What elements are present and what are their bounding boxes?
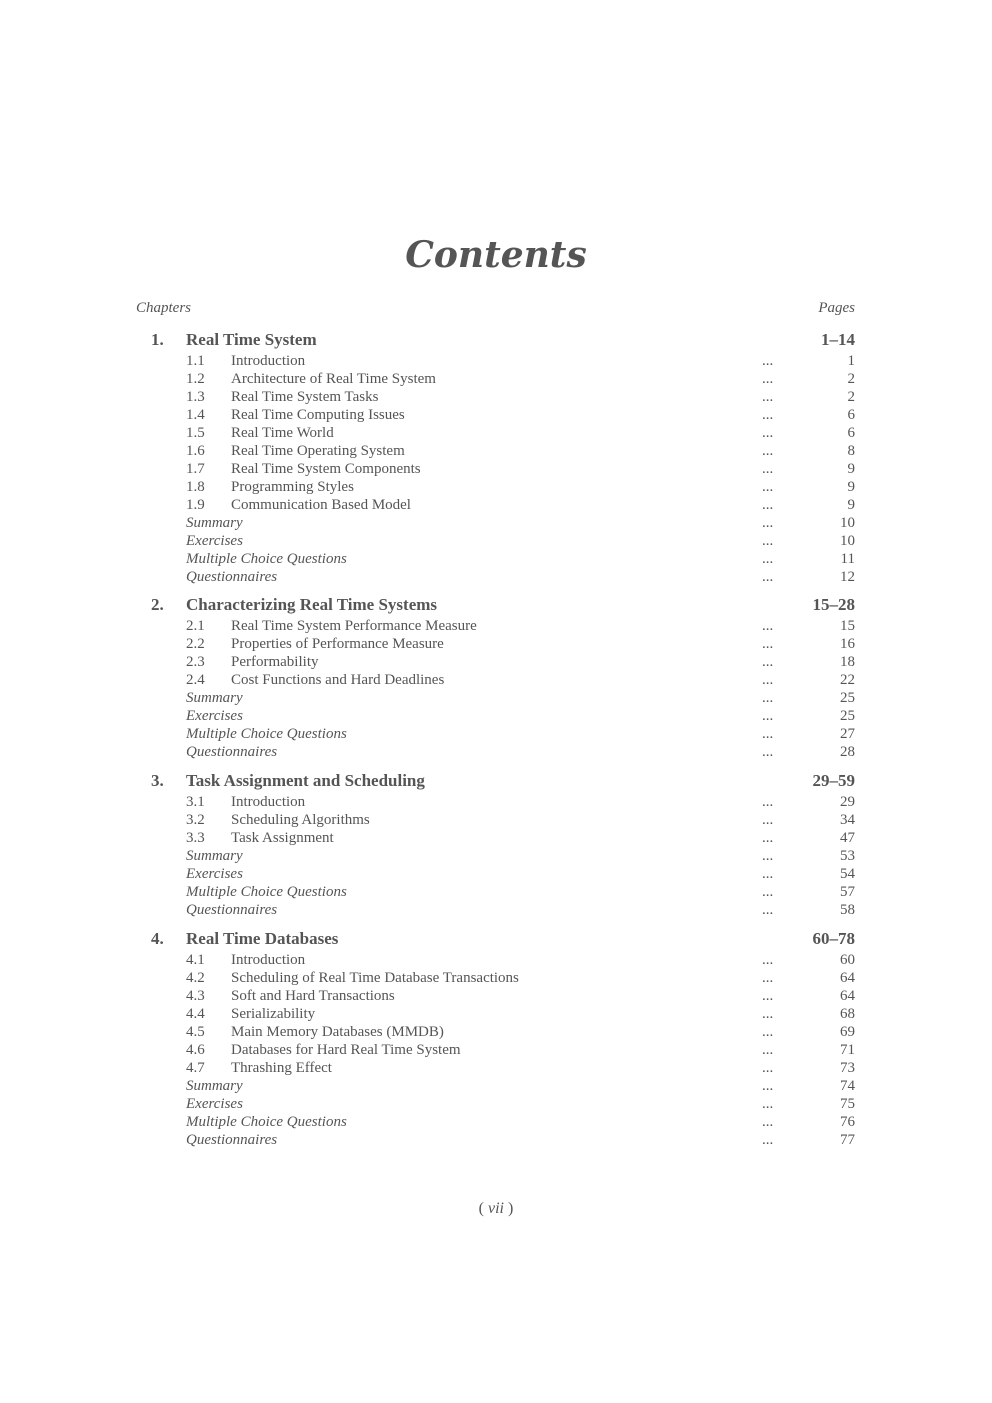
section-title: Introduction <box>231 353 306 369</box>
toc-entry <box>0 654 992 672</box>
toc-entry <box>0 672 992 690</box>
toc-entry <box>0 690 992 708</box>
chapter-heading <box>0 929 992 951</box>
page-number: 29 <box>840 794 855 810</box>
page-number: 76 <box>840 1114 855 1130</box>
section-title: Multiple Choice Questions <box>186 884 347 900</box>
page-number: 53 <box>840 848 855 864</box>
section-title: Real Time System Components <box>231 461 421 477</box>
page-number: 64 <box>840 988 855 1004</box>
chapters-column-header: Chapters <box>136 300 192 316</box>
leader-dots: ... <box>762 654 774 670</box>
page-number: 8 <box>847 443 855 459</box>
section-title: Real Time Operating System <box>231 443 405 459</box>
toc-entry <box>0 636 992 654</box>
page-number: 75 <box>840 1096 855 1112</box>
section-title: Exercises <box>186 533 243 549</box>
section-number: 1.7 <box>186 461 205 477</box>
section-title: Cost Functions and Hard Deadlines <box>231 672 445 688</box>
section-title: Serializability <box>231 1006 316 1022</box>
toc-entry <box>0 618 992 636</box>
section-number: 1.6 <box>186 443 205 459</box>
chapter-page-range: 29–59 <box>812 771 855 790</box>
page-number: 73 <box>840 1060 855 1076</box>
section-number: 4.3 <box>186 988 205 1004</box>
leader-dots: ... <box>762 551 774 567</box>
section-number: 1.8 <box>186 479 205 495</box>
chapter-number: 1. <box>151 330 164 349</box>
chapter-number: 3. <box>151 771 164 790</box>
toc-entry <box>0 1060 992 1078</box>
chapter-number: 4. <box>151 929 164 948</box>
toc-entry <box>0 533 992 551</box>
section-title: Real Time System Performance Measure <box>231 618 477 634</box>
section-number: 1.4 <box>186 407 205 423</box>
page-number: 47 <box>840 830 855 846</box>
toc-entry <box>0 830 992 848</box>
chapter-number: 2. <box>151 595 164 614</box>
leader-dots: ... <box>762 353 774 369</box>
toc-entry <box>0 515 992 533</box>
toc-entry <box>0 461 992 479</box>
chapter-heading <box>0 330 992 352</box>
toc-entry <box>0 848 992 866</box>
chapter-page-range: 1–14 <box>821 330 855 349</box>
page-number: 22 <box>840 672 855 688</box>
leader-dots: ... <box>762 479 774 495</box>
toc-entry <box>0 726 992 744</box>
leader-dots: ... <box>762 425 774 441</box>
toc-entry <box>0 952 992 970</box>
page-number: 77 <box>840 1132 855 1148</box>
leader-dots: ... <box>762 618 774 634</box>
toc-entry <box>0 479 992 497</box>
section-title: Properties of Performance Measure <box>231 636 444 652</box>
leader-dots: ... <box>762 902 774 918</box>
page-number: 57 <box>840 884 855 900</box>
section-title: Introduction <box>231 952 306 968</box>
leader-dots: ... <box>762 884 774 900</box>
section-title: Scheduling of Real Time Database Transactions <box>231 970 519 986</box>
leader-dots: ... <box>762 970 774 986</box>
leader-dots: ... <box>762 569 774 585</box>
page-number: 25 <box>840 690 855 706</box>
page-number: 1 <box>847 353 855 369</box>
section-number: 3.1 <box>186 794 205 810</box>
toc-entry <box>0 884 992 902</box>
toc-entry <box>0 407 992 425</box>
chapter-page-range: 60–78 <box>812 929 855 948</box>
section-number: 4.4 <box>186 1006 205 1022</box>
leader-dots: ... <box>762 726 774 742</box>
section-title: Main Memory Databases (MMDB) <box>231 1024 444 1040</box>
toc-entry <box>0 353 992 371</box>
page-number: 74 <box>840 1078 855 1094</box>
page-number: 60 <box>840 952 855 968</box>
leader-dots: ... <box>762 690 774 706</box>
page-title: Contents <box>405 234 587 276</box>
toc-entry <box>0 1114 992 1132</box>
section-number: 4.2 <box>186 970 205 986</box>
section-title: Programming Styles <box>231 479 354 495</box>
leader-dots: ... <box>762 744 774 760</box>
chapter-heading <box>0 595 992 617</box>
page-folio <box>0 1200 992 1218</box>
toc-entry <box>0 970 992 988</box>
section-title: Real Time World <box>231 425 334 441</box>
toc-entry <box>0 744 992 762</box>
section-number: 2.4 <box>186 672 205 688</box>
section-title: Questionnaires <box>186 1132 278 1148</box>
toc-entry <box>0 425 992 443</box>
section-number: 1.3 <box>186 389 205 405</box>
leader-dots: ... <box>762 371 774 387</box>
pages-column-header: Pages <box>818 300 855 316</box>
page-number: 16 <box>840 636 855 652</box>
page-number: 69 <box>840 1024 855 1040</box>
page-number: 25 <box>840 708 855 724</box>
leader-dots: ... <box>762 952 774 968</box>
leader-dots: ... <box>762 794 774 810</box>
page-number: 2 <box>847 371 855 387</box>
section-title: Real Time System Tasks <box>231 389 379 405</box>
section-title: Exercises <box>186 708 243 724</box>
section-title: Questionnaires <box>186 902 278 918</box>
leader-dots: ... <box>762 1024 774 1040</box>
chapter-title: Task Assignment and Scheduling <box>186 771 425 790</box>
section-title: Task Assignment <box>231 830 334 846</box>
page-number: 9 <box>847 497 855 513</box>
leader-dots: ... <box>762 1060 774 1076</box>
toc-entry <box>0 389 992 407</box>
page-number: 6 <box>847 425 855 441</box>
page-number: 10 <box>840 533 855 549</box>
chapter-title: Real Time Databases <box>186 929 339 948</box>
leader-dots: ... <box>762 1078 774 1094</box>
chapter-heading <box>0 771 992 793</box>
toc-entry <box>0 866 992 884</box>
chapter-title: Real Time System <box>186 330 317 349</box>
toc-entry <box>0 812 992 830</box>
section-title: Summary <box>186 690 243 706</box>
toc-entry <box>0 1042 992 1060</box>
page-number: 15 <box>840 618 855 634</box>
toc-entry <box>0 708 992 726</box>
leader-dots: ... <box>762 988 774 1004</box>
toc-entry <box>0 1078 992 1096</box>
page-number: 54 <box>840 866 855 882</box>
section-title: Introduction <box>231 794 306 810</box>
section-title: Summary <box>186 1078 243 1094</box>
leader-dots: ... <box>762 848 774 864</box>
section-number: 4.1 <box>186 952 205 968</box>
leader-dots: ... <box>762 830 774 846</box>
page-number: 6 <box>847 407 855 423</box>
section-title: Questionnaires <box>186 744 278 760</box>
toc-entry <box>0 1132 992 1150</box>
section-number: 4.6 <box>186 1042 205 1058</box>
leader-dots: ... <box>762 636 774 652</box>
section-number: 4.5 <box>186 1024 205 1040</box>
toc-entry <box>0 794 992 812</box>
page-number: 2 <box>847 389 855 405</box>
page-number: 28 <box>840 744 855 760</box>
toc-entry <box>0 443 992 461</box>
leader-dots: ... <box>762 515 774 531</box>
section-title: Exercises <box>186 1096 243 1112</box>
section-title: Architecture of Real Time System <box>231 371 436 387</box>
leader-dots: ... <box>762 672 774 688</box>
section-title: Performability <box>231 654 319 670</box>
folio-numeral: vii <box>488 1200 504 1217</box>
toc-entry <box>0 902 992 920</box>
section-number: 4.7 <box>186 1060 205 1076</box>
section-title: Soft and Hard Transactions <box>231 988 395 1004</box>
section-title: Communication Based Model <box>231 497 411 513</box>
folio-close: ) <box>504 1200 514 1217</box>
section-number: 2.2 <box>186 636 205 652</box>
leader-dots: ... <box>762 533 774 549</box>
leader-dots: ... <box>762 708 774 724</box>
chapter-page-range: 15–28 <box>812 595 855 614</box>
toc-entry <box>0 371 992 389</box>
section-number: 1.9 <box>186 497 205 513</box>
leader-dots: ... <box>762 1114 774 1130</box>
leader-dots: ... <box>762 389 774 405</box>
section-number: 1.2 <box>186 371 205 387</box>
page-number: 11 <box>840 551 855 567</box>
toc-entry <box>0 569 992 587</box>
page-number: 27 <box>840 726 855 742</box>
page-number: 58 <box>840 902 855 918</box>
leader-dots: ... <box>762 443 774 459</box>
leader-dots: ... <box>762 1096 774 1112</box>
leader-dots: ... <box>762 1132 774 1148</box>
section-title: Multiple Choice Questions <box>186 726 347 742</box>
page-number: 18 <box>840 654 855 670</box>
page-number: 64 <box>840 970 855 986</box>
page-number: 9 <box>847 461 855 477</box>
section-number: 2.1 <box>186 618 205 634</box>
leader-dots: ... <box>762 1006 774 1022</box>
toc-entry <box>0 1006 992 1024</box>
page-number: 68 <box>840 1006 855 1022</box>
section-title: Exercises <box>186 866 243 882</box>
toc-entry <box>0 497 992 515</box>
section-number: 3.3 <box>186 830 205 846</box>
leader-dots: ... <box>762 461 774 477</box>
toc-entry <box>0 1096 992 1114</box>
page-number: 10 <box>840 515 855 531</box>
section-title: Multiple Choice Questions <box>186 1114 347 1130</box>
section-title: Scheduling Algorithms <box>231 812 370 828</box>
leader-dots: ... <box>762 866 774 882</box>
section-title: Multiple Choice Questions <box>186 551 347 567</box>
leader-dots: ... <box>762 407 774 423</box>
leader-dots: ... <box>762 1042 774 1058</box>
section-title: Questionnaires <box>186 569 278 585</box>
section-title: Summary <box>186 848 243 864</box>
chapter-title: Characterizing Real Time Systems <box>186 595 438 614</box>
section-title: Summary <box>186 515 243 531</box>
leader-dots: ... <box>762 497 774 513</box>
page-number: 9 <box>847 479 855 495</box>
section-number: 1.1 <box>186 353 205 369</box>
page-number: 71 <box>840 1042 855 1058</box>
section-title: Thrashing Effect <box>231 1060 332 1076</box>
section-title: Databases for Hard Real Time System <box>231 1042 461 1058</box>
section-number: 1.5 <box>186 425 205 441</box>
toc-entry <box>0 988 992 1006</box>
page-number: 34 <box>840 812 855 828</box>
folio-open: ( <box>478 1200 488 1217</box>
toc-entry <box>0 551 992 569</box>
section-number: 3.2 <box>186 812 205 828</box>
section-number: 2.3 <box>186 654 205 670</box>
leader-dots: ... <box>762 812 774 828</box>
section-title: Real Time Computing Issues <box>231 407 405 423</box>
toc-entry <box>0 1024 992 1042</box>
page-number: 12 <box>840 569 855 585</box>
